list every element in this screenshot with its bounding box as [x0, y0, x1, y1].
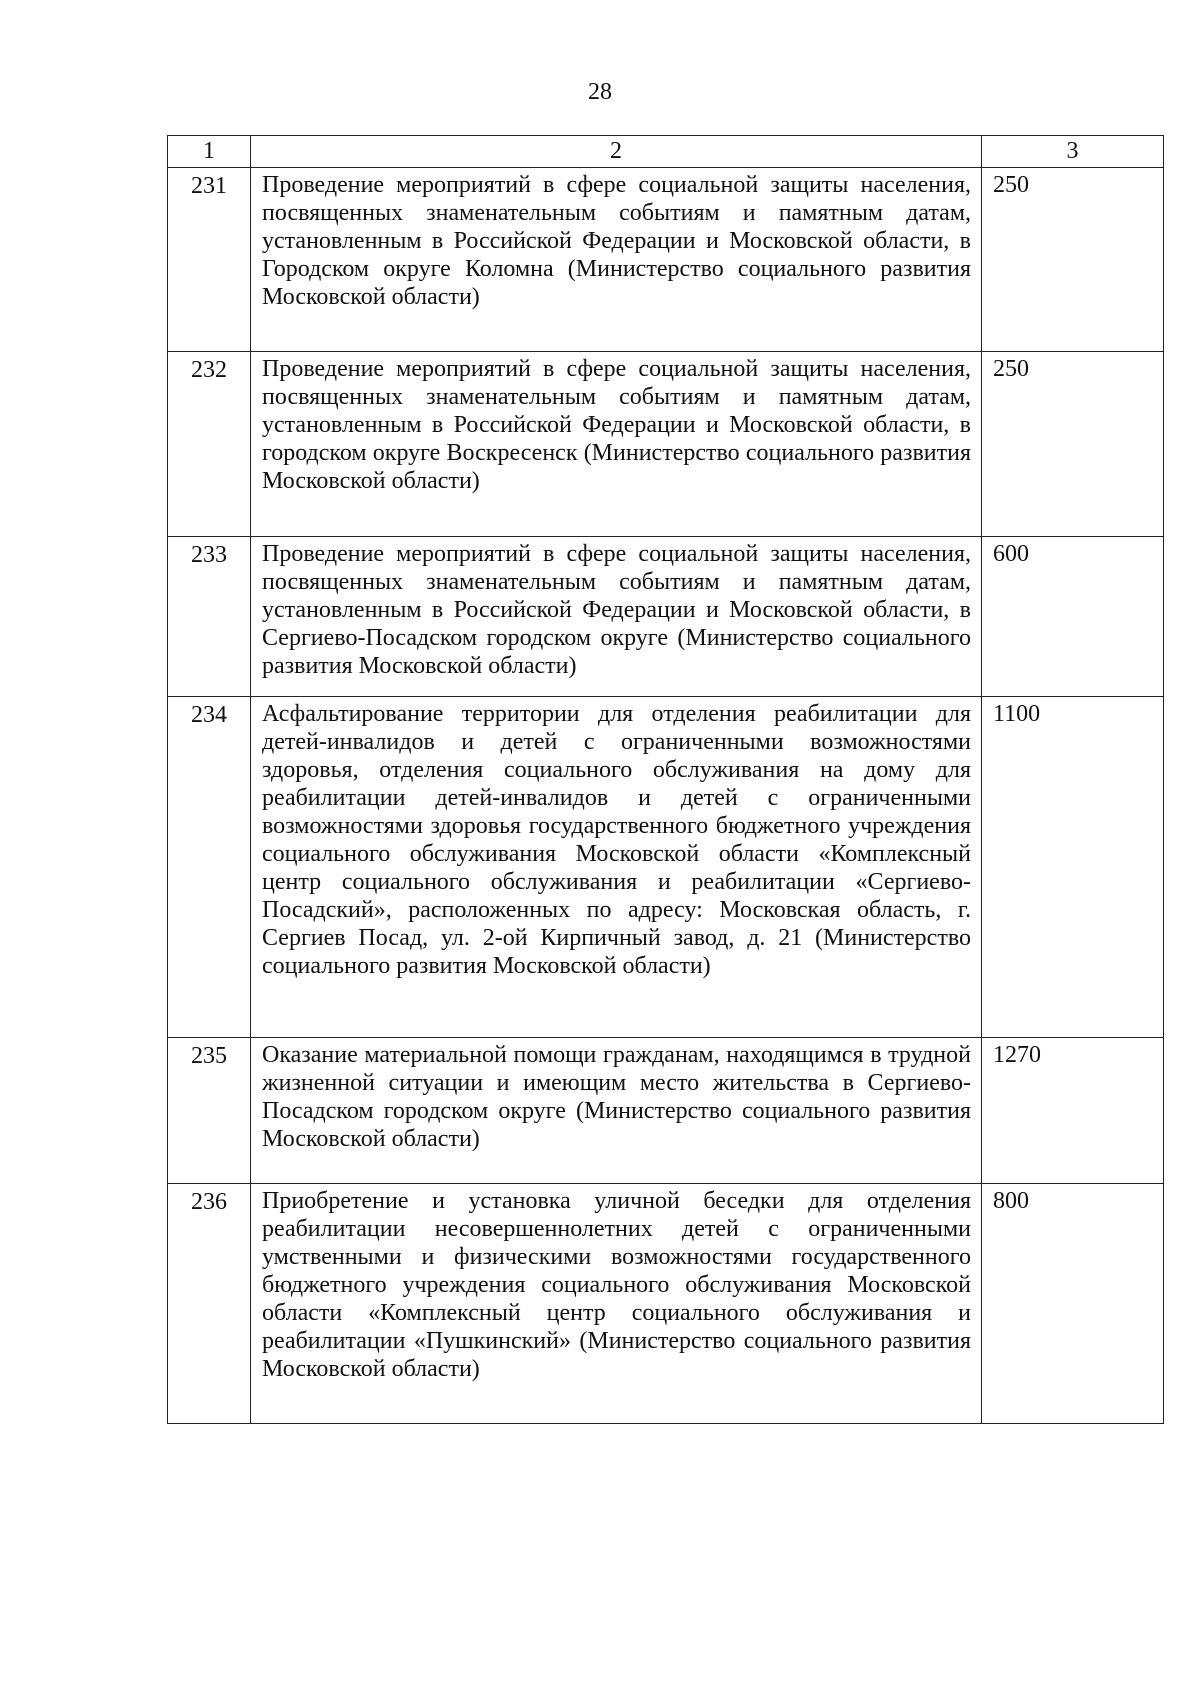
table-row — [168, 352, 1164, 537]
table-row — [168, 697, 1164, 1038]
row-number: 233 — [168, 537, 251, 697]
column-header: 3 — [982, 136, 1164, 168]
row-description: Проведение мероприятий в сфере социальной защиты населения, посвященных знаменательным событиям и памятным датам, установленным в Российской Федерации и Московской области, в городском округе Воскресенск (Министерство социального развития Московской области) — [251, 352, 982, 537]
row-amount: 250 — [982, 168, 1164, 352]
row-amount: 800 — [982, 1184, 1164, 1424]
row-number: 231 — [168, 168, 251, 352]
row-amount: 600 — [982, 537, 1164, 697]
row-description: Оказание материальной помощи гражданам, находящимся в трудной жизненной ситуации и имеющим место жительства в Сергиево-Посадском городском округе (Министерство социального развития Московской области) — [251, 1038, 982, 1184]
column-header: 1 — [168, 136, 251, 168]
table-header-row — [168, 136, 1164, 168]
row-number: 234 — [168, 697, 251, 1038]
row-number: 232 — [168, 352, 251, 537]
row-description: Проведение мероприятий в сфере социальной защиты населения, посвященных знаменательным событиям и памятным датам, установленным в Российской Федерации и Московской области, в Городском округе Коломна (Министерство социального развития Московской области) — [251, 168, 982, 352]
row-amount: 1270 — [982, 1038, 1164, 1184]
table-row — [168, 1184, 1164, 1424]
row-number: 235 — [168, 1038, 251, 1184]
column-header: 2 — [251, 136, 982, 168]
table-row — [168, 168, 1164, 352]
items-table — [167, 135, 1164, 1424]
row-description: Асфальтирование территории для отделения реабилитации для детей-инвалидов и детей с ограниченными возможностями здоровья, отделения социального обслуживания на дому для реабилитации детей-инвалидов и детей с ограниченными возможностями здоровья государственного бюджетного учреждения социального обслуживания Московской области «Комплексный центр социального обслуживания и реабилитации «Сергиево-Посадский», расположенных по адресу: Московская область, г. Сергиев Посад, ул. 2-ой Кирпичный завод, д. 21 (Министерство социального развития Московской области) — [251, 697, 982, 1038]
page-number: 28 — [588, 79, 612, 105]
row-description: Проведение мероприятий в сфере социальной защиты населения, посвященных знаменательным событиям и памятным датам, установленным в Российской Федерации и Московской области, в Сергиево-Посадском городском округе (Министерство социального развития Московской области) — [251, 537, 982, 697]
row-amount: 1100 — [982, 697, 1164, 1038]
row-number: 236 — [168, 1184, 251, 1424]
row-description: Приобретение и установка уличной беседки для отделения реабилитации несовершеннолетних детей с ограниченными умственными и физическими возможностями государственного бюджетного учреждения социального обслуживания Московской области «Комплексный центр социального обслуживания и реабилитации «Пушкинский» (Министерство социального развития Московской области) — [251, 1184, 982, 1424]
row-amount: 250 — [982, 352, 1164, 537]
table-row — [168, 1038, 1164, 1184]
table-row — [168, 537, 1164, 697]
